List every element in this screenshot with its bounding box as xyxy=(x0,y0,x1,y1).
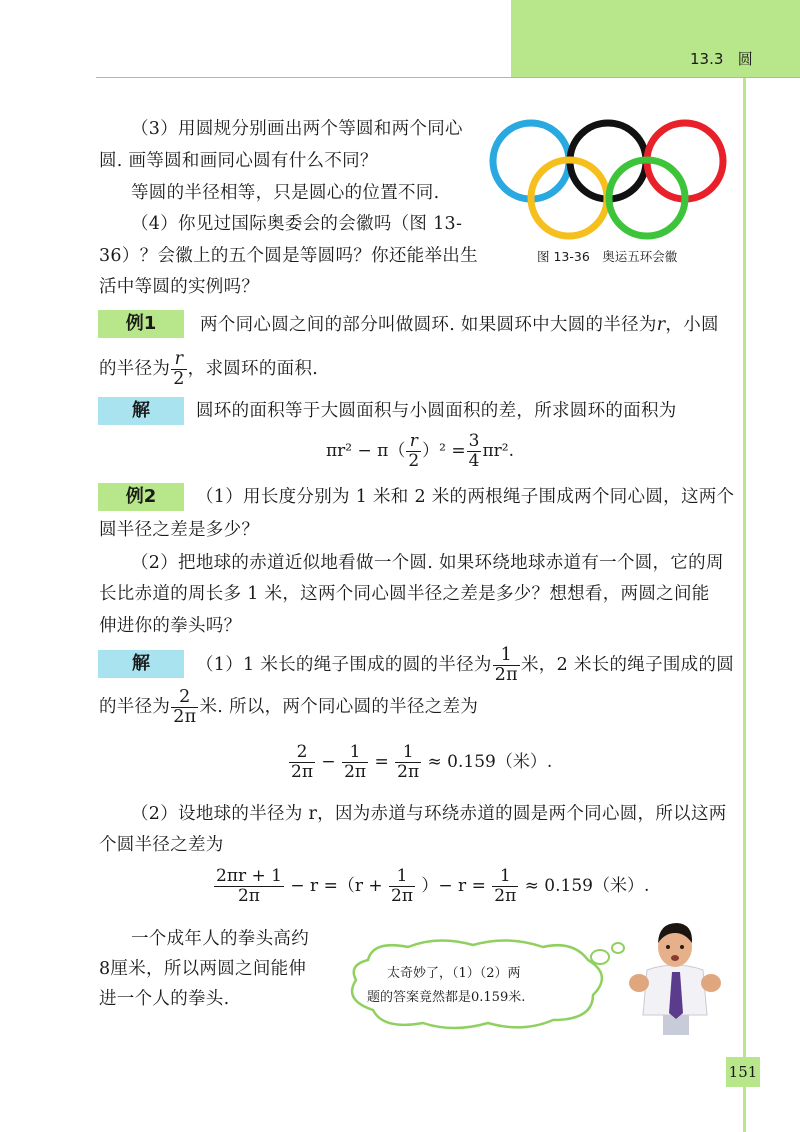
section-heading xyxy=(690,48,753,69)
closing-line3: 进一个人的拳头. xyxy=(99,989,230,1009)
intro-p4-line2: 36）？会徽上的五个圆是等圆吗？你还能举出生 xyxy=(99,246,478,266)
example2-line4: 长比赤道的周长多 1 米，这两个同心圆半径之差是多少？想想看，两圆之间能 xyxy=(99,584,710,604)
example2-line1: （1）用长度分别为 1 米和 2 米的两根绳子围成两个同心圆，这两个 xyxy=(196,487,735,507)
solution1-label: 解 xyxy=(98,397,184,425)
solution1-formula: πr² − π（ $\frac{r}{2}$ ）² = $\frac{3}{4}$ πr². xyxy=(326,431,514,471)
olympic-rings-figure xyxy=(485,118,730,243)
bubble-line1: 太奇妙了，（1）（2）两 xyxy=(387,966,521,981)
bubble-line2: 题的答案竟然都是0.159米. xyxy=(367,990,526,1005)
example2-line2: 圆半径之差是多少？ xyxy=(99,520,260,540)
fraction-r-over-2: $\frac{r}{2}$ xyxy=(173,348,185,389)
section-number: 13.3 xyxy=(690,50,724,68)
header-band xyxy=(511,0,800,78)
boy-fist-left xyxy=(629,974,649,992)
closing-line2: 8厘米，所以两圆之间能伸 xyxy=(99,959,307,979)
bubble-text xyxy=(367,962,525,1010)
intro-p3-answer: 等圆的半径相等，只是圆心的位置不同. xyxy=(131,183,440,203)
intro-p4-line1: （4）你见过国际奥委会的会徽吗（图 13- xyxy=(131,214,463,234)
closing-line1: 一个成年人的拳头高约 xyxy=(131,929,309,949)
solution2-line3: （2）设地球的半径为 r，因为赤道与环绕赤道的圆是两个同心圆，所以这两 xyxy=(131,804,727,824)
example1-label: 例1 xyxy=(98,310,184,338)
solution2-equation1: $\frac{2}{2\pi}$ − $\frac{1}{2\pi}$ = $\frac{1}{2\pi}$ ≈ 0.159（米）. xyxy=(291,742,553,782)
example2-line3: （2）把地球的赤道近似地看做一个圆. 如果环绕地球赤道有一个圆，它的周 xyxy=(131,553,724,573)
solution2-equation2: $\frac{2\pi r + 1}{2\pi}$ − r =（r + $\frac{1}{2\pi}$ ）− r = $\frac{1}{2\pi}$ ≈ 0.159（米）. xyxy=(216,866,650,906)
boy-fist-right xyxy=(701,974,721,992)
example2-label: 例2 xyxy=(98,483,184,511)
section-title: 圆 xyxy=(737,50,753,68)
solution2-line1: （1）1 米长的绳子围成的圆的半径为 $\frac{1}{2\pi}$ 米，2 米长的绳子围成的圆 xyxy=(196,644,735,685)
example1-line1: 两个同心圆之间的部分叫做圆环. 如果圆环中大圆的半径为r，小圆 xyxy=(200,315,719,335)
side-rule xyxy=(743,78,746,1132)
page-number: 151 xyxy=(726,1057,760,1087)
example1-line2: 的半径为 $\frac{r}{2}$ ，求圆环的面积. xyxy=(99,348,319,389)
solution2-line2: 的半径为 $\frac{2}{2\pi}$ 米. 所以，两个同心圆的半径之差为 xyxy=(99,686,479,727)
header-rule xyxy=(96,77,800,78)
intro-p4-line3: 活中等圆的实例吗？ xyxy=(99,277,260,297)
example2-line5: 伸进你的拳头吗？ xyxy=(99,616,242,636)
solution2-label: 解 xyxy=(98,650,184,678)
boy-illustration xyxy=(625,915,725,1035)
figure-caption: 图 13-36 奥运五环会徽 xyxy=(537,249,678,264)
solution2-line4: 个圆半径之差为 xyxy=(99,835,224,855)
intro-p3-line2: 圆. 画等圆和画同心圆有什么不同？ xyxy=(99,151,378,171)
intro-p3-line1: （3）用圆规分别画出两个等圆和两个同心 xyxy=(131,119,463,139)
solution1-text: 圆环的面积等于大圆面积与小圆面积的差，所求圆环的面积为 xyxy=(196,401,677,421)
